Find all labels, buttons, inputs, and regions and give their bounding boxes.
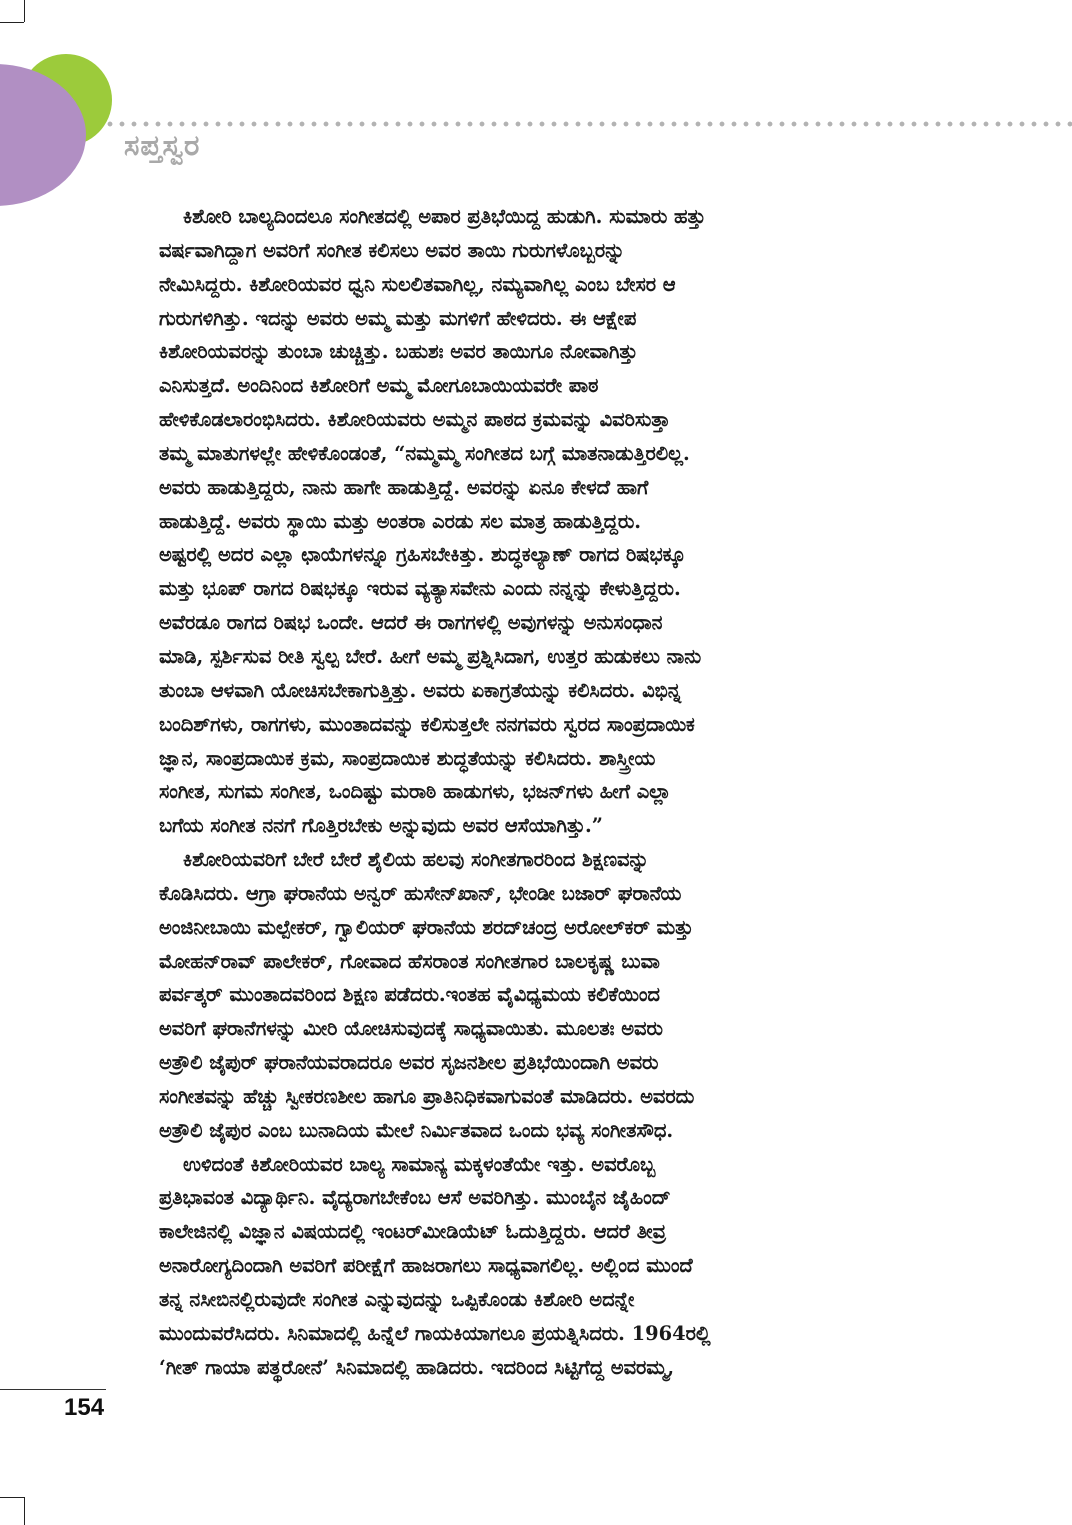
text-line: ಹಾಡುತ್ತಿದ್ದೆ. ಅವರು ಸ್ಥಾಯಿ ಮತ್ತು ಅಂತರಾ ಎರಡು ಸಲ ಮಾತ್ರ ಹಾಡುತ್ತಿದ್ದರು. bbox=[159, 509, 642, 533]
text-line: ಪ್ರತಿಭಾವಂತ ವಿದ್ಯಾರ್ಥಿನಿ. ವೈದ್ಯರಾಗಬೇಕೆಂಬ ಆಸೆ ಅವರಿಗಿತ್ತು. ಮುಂಬೈನ ಜೈಹಿಂದ್ bbox=[159, 1186, 671, 1210]
text-line: ಮೋಹನ್‌ರಾವ್ ಪಾಲೇಕರ್, ಗೋವಾದ ಹೆಸರಾಂತ ಸಂಗೀತಗಾರ ಬಾಲಕೃಷ್ಣ ಬುವಾ bbox=[159, 949, 660, 973]
text-line: ಅವರು ಹಾಡುತ್ತಿದ್ದರು, ನಾನು ಹಾಗೇ ಹಾಡುತ್ತಿದ್ದೆ. ಅವರನ್ನು ಏನೂ ಕೇಳದೆ ಹಾಗೆ bbox=[159, 475, 649, 499]
crop-mark-bottom-left-vertical bbox=[24, 1497, 25, 1525]
text-line: ತುಂಬಾ ಆಳವಾಗಿ ಯೋಚಿಸಬೇಕಾಗುತ್ತಿತ್ತು. ಅವರು ಏಕಾಗ್ರತೆಯನ್ನು ಕಲಿಸಿದರು. ವಿಭಿನ್ನ bbox=[159, 678, 682, 702]
text-line: ನೇಮಿಸಿದ್ದರು. ಕಿಶೋರಿಯವರ ಧ್ವನಿ ಸುಲಲಿತವಾಗಿಲ್ಲ, ನಮ್ಯವಾಗಿಲ್ಲ ಎಂಬ ಬೇಸರ ಆ bbox=[159, 272, 676, 296]
text-line: ಉಳಿದಂತೆ ಕಿಶೋರಿಯವರ ಬಾಲ್ಯ ಸಾಮಾನ್ಯ ಮಕ್ಕಳಂತೆಯೇ ಇತ್ತು. ಅವರೊಬ್ಬ bbox=[183, 1152, 656, 1176]
text-line: ಮತ್ತು ಭೂಪ್ ರಾಗದ ರಿಷಭಕ್ಕೂ ಇರುವ ವ್ಯತ್ಯಾಸವೇನು ಎಂದು ನನ್ನನ್ನು ಕೇಳುತ್ತಿದ್ದರು. bbox=[159, 577, 681, 601]
text-line: ಅವರಿಗೆ ಘರಾನೆಗಳನ್ನು ಮೀರಿ ಯೋಚಿಸುವುದಕ್ಕೆ ಸಾಧ್ಯವಾಯಿತು. ಮೂಲತಃ ಅವರು bbox=[159, 1017, 663, 1041]
text-line: ಅಂಜಿನೀಬಾಯಿ ಮಲ್ಪೇಕರ್, ಗ್ವಾಲಿಯರ್ ಘರಾನೆಯ ಶರದ್‌ಚಂದ್ರ ಅರೋಲ್‌ಕರ್ ಮತ್ತು bbox=[159, 915, 694, 939]
text-line: ತನ್ನ ನಸೀಬಿನಲ್ಲಿರುವುದೇ ಸಂಗೀತ ಎನ್ನುವುದನ್ನು ಒಪ್ಪಿಕೊಂಡು ಕಿಶೋರಿ ಅದನ್ನೇ bbox=[159, 1288, 635, 1311]
text-line: ಮಾಡಿ, ಸ್ಪರ್ಶಿಸುವ ರೀತಿ ಸ್ವಲ್ಪ ಬೇರೆ. ಹೀಗೆ ಅಮ್ಮ ಪ್ರಶ್ನಿಸಿದಾಗ, ಉತ್ತರ ಹುಡುಕಲು ನಾನು bbox=[159, 644, 702, 668]
text-line: ಅತ್ರೌಲಿ ಜೈಪುರ್ ಘರಾನೆಯವರಾದರೂ ಅವರ ಸೃಜನಶೀಲ ಪ್ರತಿಭೆಯಿಂದಾಗಿ ಅವರು bbox=[159, 1051, 659, 1075]
page-number: 154 bbox=[64, 1394, 105, 1421]
text-line: ಅತ್ರೌಲಿ ಜೈಪುರ ಎಂಬ ಬುನಾದಿಯ ಮೇಲೆ ನಿರ್ಮಿತವಾದ ಒಂದು ಭವ್ಯ ಸಂಗೀತಸೌಧ. bbox=[159, 1118, 674, 1142]
text-line: ತಮ್ಮ ಮಾತುಗಳಲ್ಲೇ ಹೇಳಿಕೊಂಡಂತೆ, “ನಮ್ಮಮ್ಮ ಸಂಗೀತದ ಬಗ್ಗೆ ಮಾತನಾಡುತ್ತಿರಲಿಲ್ಲ. bbox=[159, 441, 690, 465]
text-line: ಹೇಳಿಕೊಡಲಾರಂಭಿಸಿದರು. ಕಿಶೋರಿಯವರು ಅಮ್ಮನ ಪಾಠದ ಕ್ರಮವನ್ನು ವಿವರಿಸುತ್ತಾ bbox=[159, 408, 671, 432]
text-line: ಕಿಶೋರಿ ಬಾಲ್ಯದಿಂದಲೂ ಸಂಗೀತದಲ್ಲಿ ಅಪಾರ ಪ್ರತಿಭೆಯಿದ್ದ ಹುಡುಗಿ. ಸುಮಾರು ಹತ್ತು bbox=[183, 205, 706, 228]
crop-mark-top-left-vertical bbox=[24, 0, 25, 22]
text-line: ಜ್ಞಾನ, ಸಾಂಪ್ರದಾಯಿಕ ಕ್ರಮ, ಸಾಂಪ್ರದಾಯಿಕ ಶುದ್ಧತೆಯನ್ನು ಕಲಿಸಿದರು. ಶಾಸ್ತ್ರೀಯ bbox=[159, 746, 656, 770]
text-line: ಸಂಗೀತವನ್ನು ಹೆಚ್ಚು ಸ್ವೀಕರಣಶೀಲ ಹಾಗೂ ಪ್ರಾತಿನಿಧಿಕವಾಗುವಂತೆ ಮಾಡಿದರು. ಅವರದು bbox=[159, 1084, 695, 1108]
footer-rule bbox=[0, 1389, 106, 1390]
text-line: ಕೊಡಿಸಿದರು. ಆಗ್ರಾ ಘರಾನೆಯ ಅನ್ವರ್ ಹುಸೇನ್‌ಖಾನ್, ಭೇಂಡೀ ಬಜಾರ್ ಘರಾನೆಯ bbox=[159, 881, 682, 905]
text-line: ಸಂಗೀತ, ಸುಗಮ ಸಂಗೀತ, ಒಂದಿಷ್ಟು ಮರಾಠಿ ಹಾಡುಗಳು, ಭಜನ್‌ಗಳು ಹೀಗೆ ಎಲ್ಲಾ bbox=[159, 780, 671, 804]
text-line: ಅನಾರೋಗ್ಯದಿಂದಾಗಿ ಅವರಿಗೆ ಪರೀಕ್ಷೆಗೆ ಹಾಜರಾಗಲು ಸಾಧ್ಯವಾಗಲಿಲ್ಲ. ಅಲ್ಲಿಂದ ಮುಂದೆ bbox=[159, 1254, 693, 1278]
running-header-title: ಸಪ್ತಸ್ವರ bbox=[124, 128, 201, 162]
text-line: ಅವೆರಡೂ ರಾಗದ ರಿಷಭ ಒಂದೇ. ಆದರೆ ಈ ರಾಗಗಳಲ್ಲಿ ಅವುಗಳನ್ನು ಅನುಸಂಧಾನ bbox=[159, 611, 663, 635]
crop-mark-top-left-horizontal bbox=[0, 22, 24, 23]
text-line: ಕಿಶೋರಿಯವರನ್ನು ತುಂಬಾ ಚುಚ್ಚಿತ್ತು. ಬಹುಶಃ ಅವರ ತಾಯಿಗೂ ನೋವಾಗಿತ್ತು bbox=[159, 340, 638, 364]
text-line: ‘ಗೀತ್ ಗಾಯಾ ಪತ್ಥರೋನೆ’ ಸಿನಿಮಾದಲ್ಲಿ ಹಾಡಿದರು. ಇದರಿಂದ ಸಿಟ್ಟಿಗೆದ್ದ ಅವರಮ್ಮ, bbox=[159, 1355, 675, 1379]
crop-mark-bottom-left-horizontal bbox=[0, 1497, 24, 1498]
dotted-header-rule bbox=[104, 120, 1072, 128]
text-line: ಎನಿಸುತ್ತದೆ. ಅಂದಿನಿಂದ ಕಿಶೋರಿಗೆ ಅಮ್ಮ ಮೋಗೂಬಾಯಿಯವರೇ ಪಾಠ bbox=[159, 374, 599, 398]
text-line: ಕಿಶೋರಿಯವರಿಗೆ ಬೇರೆ ಬೇರೆ ಶೈಲಿಯ ಹಲವು ಸಂಗೀತಗಾರರಿಂದ ಶಿಕ್ಷಣವನ್ನು bbox=[183, 848, 649, 872]
text-line: ವರ್ಷವಾಗಿದ್ದಾಗ ಅವರಿಗೆ ಸಂಗೀತ ಕಲಿಸಲು ಅವರ ತಾಯಿ ಗುರುಗಳೊಬ್ಬರನ್ನು bbox=[159, 238, 625, 262]
text-line: ಪರ್ವತ್ಕರ್ ಮುಂತಾದವರಿಂದ ಶಿಕ್ಷಣ ಪಡೆದರು.ಇಂತಹ ವೈವಿಧ್ಯಮಯ ಕಲಿಕೆಯಿಂದ bbox=[159, 983, 660, 1007]
body-text bbox=[159, 200, 903, 1385]
text-line: ಅಷ್ಟರಲ್ಲಿ ಅದರ ಎಲ್ಲಾ ಛಾಯೆಗಳನ್ನೂ ಗ್ರಹಿಸಬೇಕಿತ್ತು. ಶುದ್ಧಕಲ್ಯಾಣ್ ರಾಗದ ರಿಷಭಕ್ಕೂ bbox=[159, 543, 686, 567]
text-line: ಬಗೆಯ ಸಂಗೀತ ನನಗೆ ಗೊತ್ತಿರಬೇಕು ಅನ್ನುವುದು ಅವರ ಆಸೆಯಾಗಿತ್ತು.” bbox=[159, 814, 603, 838]
text-line: ಗುರುಗಳಿಗಿತ್ತು. ಇದನ್ನು ಅವರು ಅಮ್ಮ ಮತ್ತು ಮಗಳಿಗೆ ಹೇಳಿದರು. ಈ ಆಕ್ಷೇಪ bbox=[159, 306, 637, 330]
text-line: ಬಂದಿಶ್‌ಗಳು, ರಾಗಗಳು, ಮುಂತಾದವನ್ನು ಕಲಿಸುತ್ತಲೇ ನನಗವರು ಸ್ವರದ ಸಾಂಪ್ರದಾಯಿಕ bbox=[159, 712, 695, 736]
text-line: ಕಾಲೇಜಿನಲ್ಲಿ ವಿಜ್ಞಾನ ವಿಷಯದಲ್ಲಿ ಇಂಟರ್‌ಮೀಡಿಯೆಟ್ ಓದುತ್ತಿದ್ದರು. ಆದರೆ ತೀವ್ರ bbox=[159, 1220, 666, 1244]
text-line: ಮುಂದುವರೆಸಿದರು. ಸಿನಿಮಾದಲ್ಲಿ ಹಿನ್ನೆಲೆ ಗಾಯಕಿಯಾಗಲೂ ಪ್ರಯತ್ನಿಸಿದರು. 1964ರಲ್ಲಿ bbox=[159, 1321, 711, 1345]
